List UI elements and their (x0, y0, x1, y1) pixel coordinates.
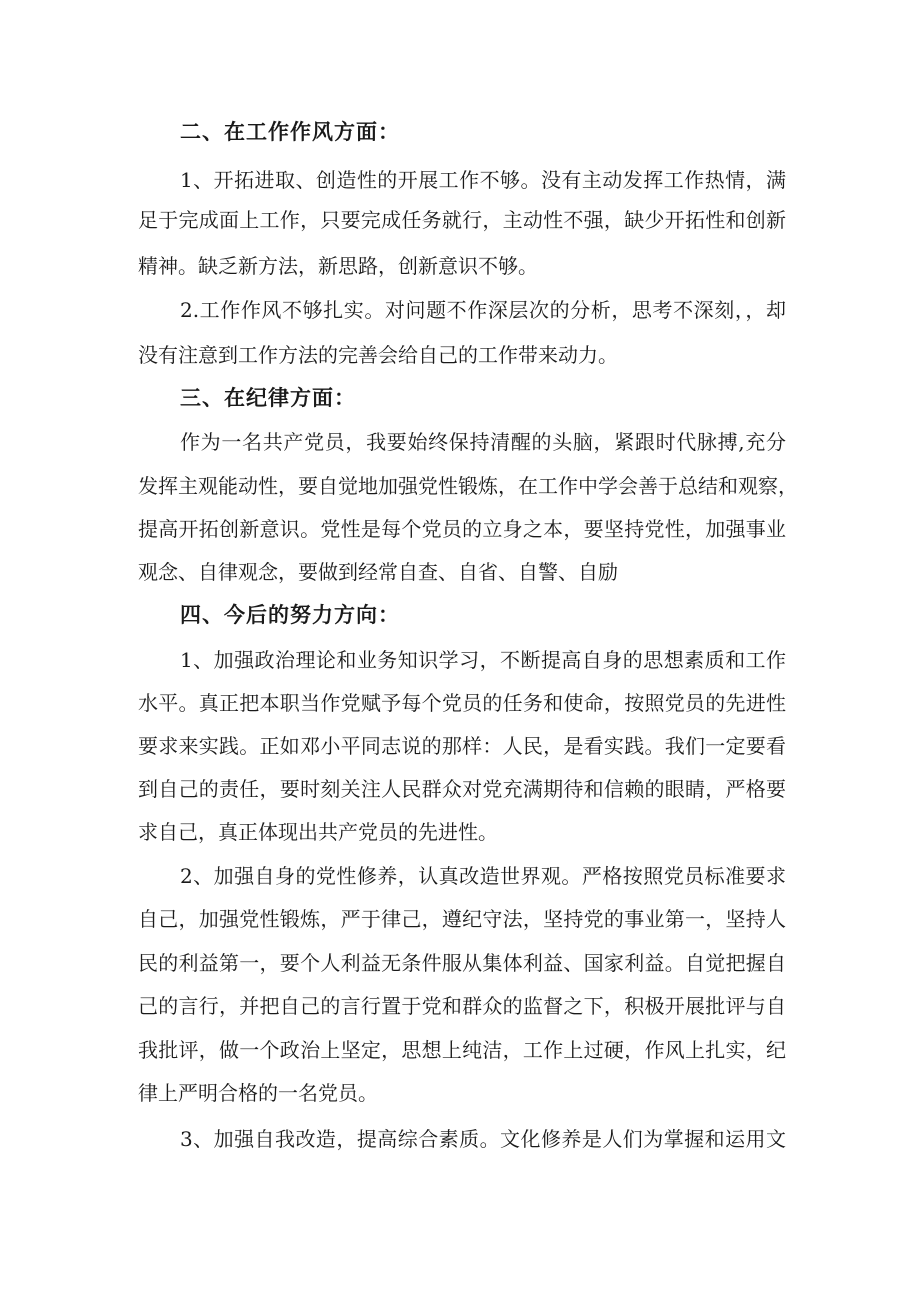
paragraph-line: 没有注意到工作方法的完善会给自己的工作带来动力。 (138, 343, 618, 367)
paragraph-line: 民的利益第一，要个人利益无条件服从集体利益、国家利益。自觉把握自 (138, 951, 786, 975)
paragraph-line: 2、加强自身的党性修养，认真改造世界观。严格按照党员标准要求 (180, 864, 786, 888)
section-heading-future-direction: 四、今后的努力方向： (180, 603, 400, 627)
paragraph-line: 律上严明合格的一名党员。 (138, 1081, 378, 1105)
paragraph-line: 自己，加强党性锻炼，严于律己，遵纪守法，坚持党的事业第一，坚持人 (138, 907, 786, 931)
paragraph-line: 作为一名共产党员，我要始终保持清醒的头脑，紧跟时代脉搏,充分 (180, 430, 786, 454)
paragraph-line: 1、开拓进取、创造性的开展工作不够。没有主动发挥工作热情，满 (180, 168, 786, 192)
paragraph-line: 要求来实践。正如邓小平同志说的那样：人民，是看实践。我们一定要看 (138, 734, 786, 758)
paragraph-line: 1、加强政治理论和业务知识学习，不断提高自身的思想素质和工作 (180, 648, 786, 672)
paragraph-line: 水平。真正把本职当作党赋予每个党员的任务和使命，按照党员的先进性 (138, 691, 786, 715)
paragraph-line: 发挥主观能动性，要自觉地加强党性锻炼，在工作中学会善于总结和观察， (138, 474, 798, 498)
paragraph-line: 我批评，做一个政治上坚定，思想上纯洁，工作上过硬，作风上扎实，纪 (138, 1038, 786, 1062)
paragraph-line: 观念、自律观念，要做到经常自查、自省、自警、自励 (138, 560, 618, 584)
paragraph-line: 3、加强自我改造，提高综合素质。文化修养是人们为掌握和运用文 (180, 1127, 786, 1151)
paragraph-line: 足于完成面上工作，只要完成任务就行，主动性不强，缺少开拓性和创新 (138, 208, 786, 232)
paragraph-line: 己的言行，并把自己的言行置于党和群众的监督之下，积极开展批评与自 (138, 994, 786, 1018)
section-heading-discipline: 三、在纪律方面： (180, 386, 356, 410)
section-heading-work-style: 二、在工作作风方面： (180, 120, 400, 144)
paragraph-line: 2.工作作风不够扎实。对问题不作深层次的分析，思考不深刻，，却 (180, 298, 786, 322)
paragraph-line: 求自己，真正体现出共产党员的先进性。 (138, 820, 498, 844)
paragraph-line: 精神。缺乏新方法，新思路，创新意识不够。 (138, 254, 538, 278)
paragraph-line: 提高开拓创新意识。党性是每个党员的立身之本，要坚持党性，加强事业 (138, 517, 786, 541)
paragraph-line: 到自己的责任，要时刻关注人民群众对党充满期待和信赖的眼睛，严格要 (138, 777, 786, 801)
